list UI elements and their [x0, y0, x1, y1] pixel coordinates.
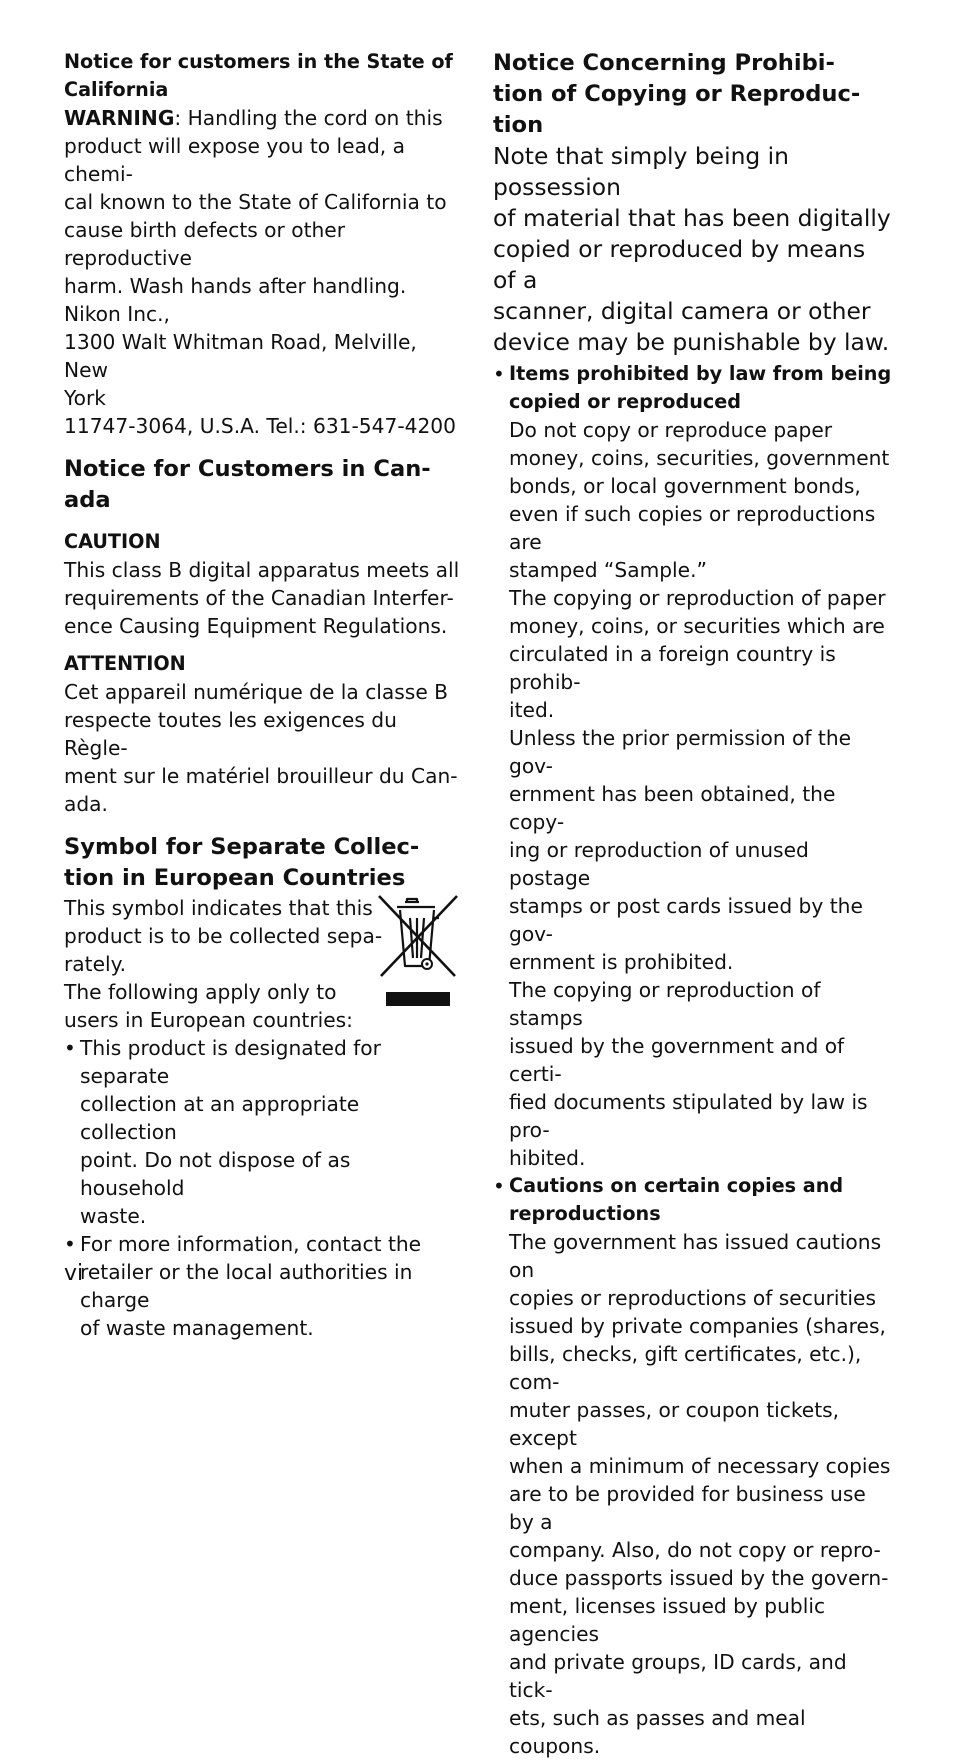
- weee-notice: [64, 832, 460, 1342]
- attention-text: Cet appareil numérique de la classe B respecte toutes les exigences du Règle- ment sur le matériel brouilleur du Can- ada.: [64, 680, 458, 816]
- page-number: vi: [64, 1261, 84, 1286]
- warning-text: : Handling the cord on this product will expose you to lead, a chemi- cal known to the State of California to cause birth defects or other reproductive harm. Wash hands after handling. Nikon Inc., 1300 Walt Whitman Road, Melville, New York 11747-3064, U.S.A. Tel.: 631-547-4200: [64, 106, 456, 438]
- weee-bullet-text: For more information, contact the retailer or the local authorities in charge of waste management.: [80, 1232, 422, 1340]
- prohibited-items-title: Items prohibited by law from being copied or reproduced: [509, 362, 892, 413]
- cautions-title: Cautions on certain copies and reproductions: [509, 1174, 844, 1225]
- right-column: [493, 48, 893, 1760]
- weee-heading: Symbol for Separate Collec- tion in European Countries: [64, 834, 420, 891]
- bullet-dot: •: [493, 1174, 505, 1198]
- canada-notice: [64, 454, 460, 818]
- canada-heading: Notice for Customers in Can- ada: [64, 456, 431, 513]
- prohibited-items-block: [493, 360, 893, 1172]
- warning-label: WARNING: [64, 106, 175, 130]
- prohibited-items-text: Do not copy or reproduce paper money, coins, securities, government bonds, or local government bonds, even if such copies or reproductions are stamped “Sample.” The copying or reproduction of paper money, coins, or securities which are circulated in a foreign country is prohib- ited. Unless the prior permission of the gov- ernment has been obtained, the copy- ing or reproduction of unused postage stamps or post cards issued by the gov- ernment is prohibited. The copying or reproduction of stamps issued by the government and of certi- fied documents stipulated by law is pro- hibited.: [509, 418, 890, 1170]
- weee-bullet-item: [64, 1230, 460, 1342]
- left-column: [64, 48, 460, 1342]
- caution-text: This class B digital apparatus meets all requirements of the Canadian Interfer- ence Causing Equipment Regulations.: [64, 558, 460, 638]
- crossed-out-wheelie-bin-icon: [377, 894, 463, 1008]
- bullet-dot: •: [493, 362, 505, 386]
- california-notice: [64, 48, 460, 440]
- weee-bullet-text: This product is designated for separate collection at an appropriate collection point. Do not dispose of as household waste.: [80, 1036, 381, 1228]
- cautions-text: The government has issued cautions on copies or reproductions of securities issued by private companies (shares, bills, checks, gift certificates, etc.), com- muter passes, or coupon tickets, except when a minimum of necessary copies are to be provided for business use by a company. Also, do not copy or repro- duce passports issued by the govern- ment, licenses issued by public agencies and private groups, ID cards, and tick- ets, such as passes and meal coupons.: [509, 1230, 891, 1758]
- copying-heading: Notice Concerning Prohibi- tion of Copying or Reproduc- tion: [493, 50, 861, 138]
- copying-intro: Note that simply being in possession of material that has been digitally copied or reproduced by means of a scanner, digital camera or other device may be punishable by law.: [493, 142, 891, 356]
- cautions-block: [493, 1172, 893, 1760]
- weee-intro-block: [64, 894, 460, 1034]
- bullet-dot: •: [64, 1036, 76, 1060]
- california-warning: [64, 104, 460, 440]
- attention-label: ATTENTION: [64, 652, 186, 675]
- weee-intro: This symbol indicates that this product is to be collected sepa- rately. The following apply only to users in European countries:: [64, 896, 383, 1032]
- bullet-dot: •: [64, 1232, 76, 1256]
- california-heading: Notice for customers in the State of California: [64, 50, 453, 101]
- caution-label: CAUTION: [64, 530, 161, 553]
- weee-bullet-item: [64, 1034, 460, 1230]
